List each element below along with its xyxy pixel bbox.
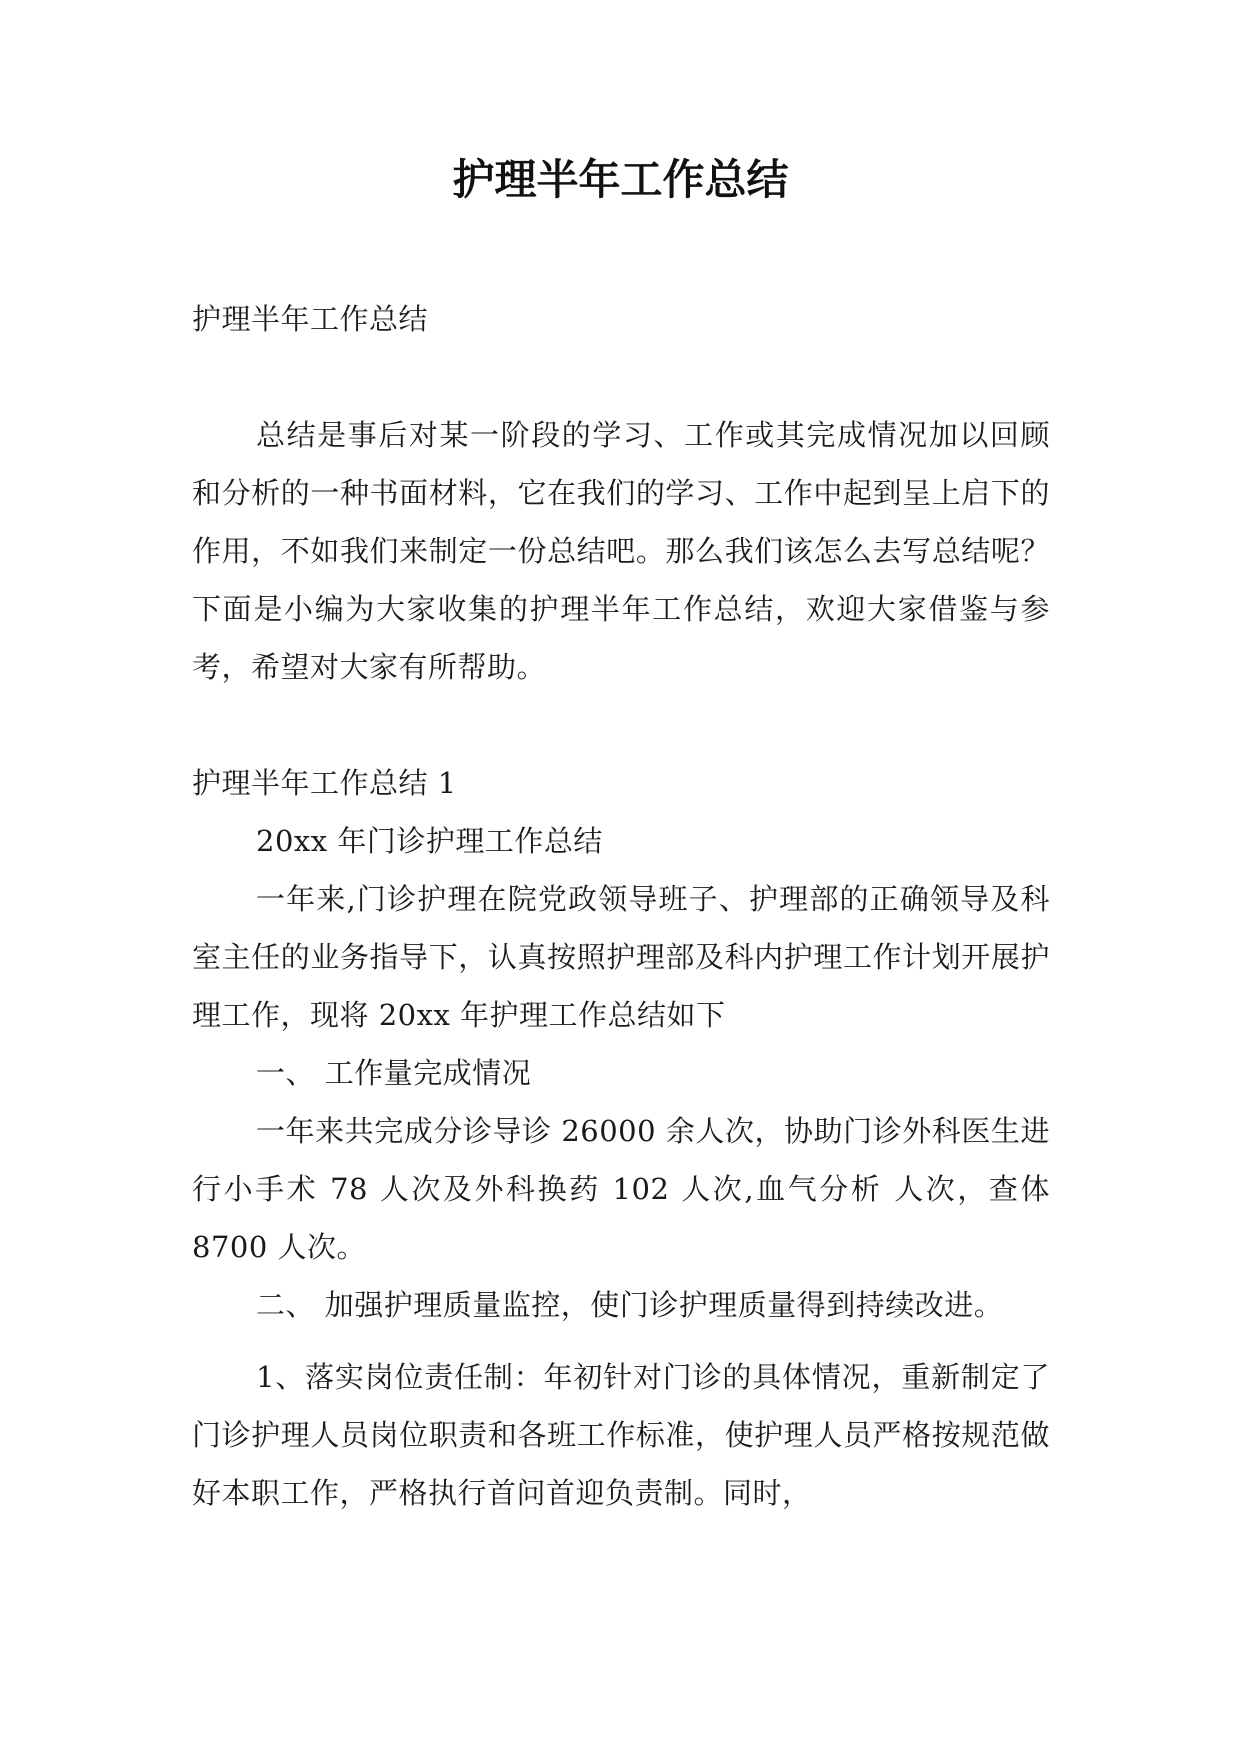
section-title: 护理半年工作总结 1 (192, 766, 457, 800)
intro-paragraph: 总结是事后对某一阶段的学习、工作或其完成情况加以回顾和分析的一种书面材料，它在我们的学习、工作中起到呈上启下的作用，不如我们来制定一份总结吧。那么我们该怎么去写总结呢？下面是小编为大家收集的护理半年工作总结，欢迎大家借鉴与参考，希望对大家有所帮助。 (192, 418, 1050, 684)
document-body (192, 290, 1050, 1522)
body-paragraph-1: 一年来,门诊护理在院党政领导班子、护理部的正确领导及科室主任的业务指导下，认真按照护理部及科内护理工作计划开展护理工作，现将 20xx 年护理工作总结如下 (192, 882, 1050, 1032)
document-title: 护理半年工作总结 (452, 155, 789, 204)
body-paragraph-2: 一年来共完成分诊导诊 26000 余人次，协助门诊外科医生进行小手术 78 人次及外科换药 102 人次,血气分析 人次，查体 8700 人次。 (192, 1114, 1050, 1264)
body-paragraph-3: 1、落实岗位责任制：年初针对门诊的具体情况，重新制定了门诊护理人员岗位职责和各班工作标准，使护理人员严格按规范做好本职工作，严格执行首问首迎负责制。同时， (192, 1360, 1050, 1510)
heading-workload: 一、 工作量完成情况 (256, 1056, 532, 1090)
heading-quality: 二、 加强护理质量监控，使门诊护理质量得到持续改进。 (256, 1288, 1004, 1322)
section-subtitle: 20xx 年门诊护理工作总结 (256, 824, 603, 858)
document-subtitle: 护理半年工作总结 (192, 302, 429, 336)
